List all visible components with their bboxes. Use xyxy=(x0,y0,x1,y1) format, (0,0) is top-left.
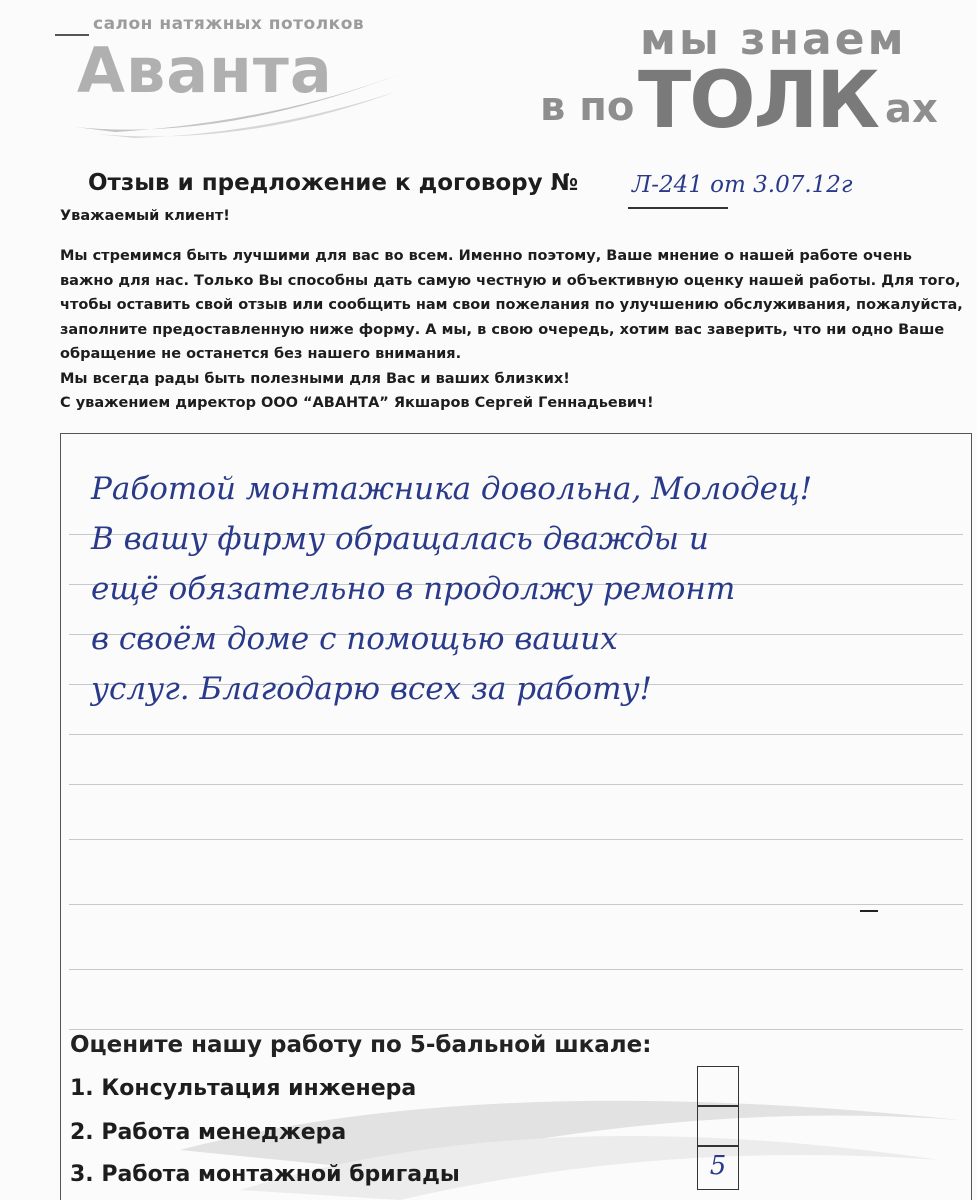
greeting: Уважаемый клиент! xyxy=(60,208,230,224)
rating-item-label: 1. Консультация инженера xyxy=(70,1076,417,1101)
ruled-line xyxy=(69,904,963,905)
rating-score-box[interactable] xyxy=(697,1146,739,1190)
review-line: В вашу фирму обращалась дважды и xyxy=(91,521,709,557)
slogan-big-word: ТОЛК xyxy=(638,56,879,146)
rating-score-box[interactable] xyxy=(697,1106,739,1146)
review-line: Работой монтажника довольна, Молодец! xyxy=(91,471,813,507)
ruled-line xyxy=(69,1029,963,1030)
slogan-suffix: ах xyxy=(885,86,938,132)
slogan-prefix: в по xyxy=(540,84,635,130)
document-title: Отзыв и предложение к договору № xyxy=(88,170,579,196)
ruled-line xyxy=(69,839,963,840)
intro-signature: С уважением директор ООО “АВАНТА” Якшаров Сергей Геннадьевич! xyxy=(60,395,654,411)
review-line: услуг. Благодарю всех за работу! xyxy=(91,671,652,707)
ruled-line xyxy=(69,969,963,970)
contract-number-underline xyxy=(628,207,728,209)
company-logo xyxy=(55,8,415,138)
logo-name: Аванта xyxy=(77,34,333,107)
intro-paragraph: Мы стремимся быть лучшими для вас во всем. Именно поэтому, Ваше мнение о нашей работе очень важно для нас. Только Вы способны дать самую честную и объективную оценку нашей работы. Для того, чтобы оставить свой отзыв или сообщить нам свои пожелания по улучшению обслуживания, пожалуйста, заполните предоставленную ниже форму. А мы, в свою очередь, хотим вас заверить, что ни одно Ваше обращение не останется без нашего внимания. xyxy=(60,248,963,362)
ruled-line xyxy=(69,784,963,785)
stray-pen-mark xyxy=(860,910,878,912)
ruled-line xyxy=(69,734,963,735)
rating-item-label: 2. Работа менеджера xyxy=(70,1120,347,1145)
intro-paragraph: Мы всегда рады быть полезными для Вас и ваших близких! xyxy=(60,370,570,387)
logo-subtitle: салон натяжных потолков xyxy=(93,14,365,34)
slogan-top-text: мы знаем xyxy=(640,14,907,65)
slogan xyxy=(540,14,960,144)
review-line: ещё обязательно в продолжу ремонт xyxy=(91,571,736,607)
handwritten-review xyxy=(91,464,951,714)
logo-swoosh-graphic xyxy=(75,72,415,142)
rating-score: 5 xyxy=(709,1151,727,1181)
rating-title: Оцените нашу работу по 5-бальной шкале: xyxy=(70,1032,652,1058)
contract-number-handwritten: Л-241 от 3.07.12г xyxy=(632,172,853,198)
rating-score-box[interactable] xyxy=(697,1066,739,1106)
rating-item-label: 3. Работа монтажной бригады xyxy=(70,1162,460,1187)
intro-text xyxy=(60,244,965,416)
review-line: в своём доме с помощью ваших xyxy=(91,621,618,657)
